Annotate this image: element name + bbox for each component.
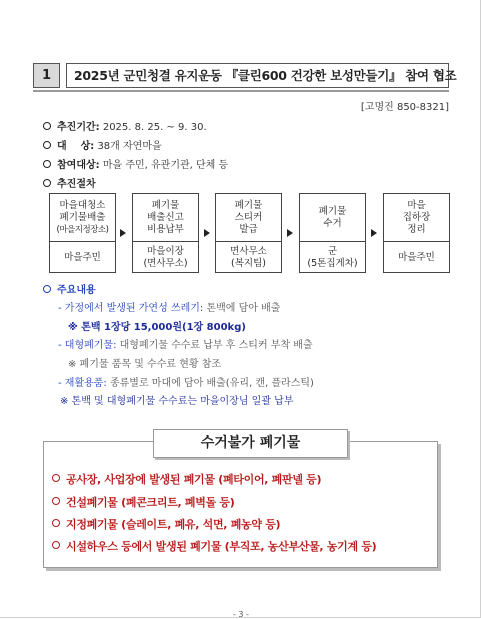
- info-period: [43, 118, 207, 133]
- main-note-fees: ※ 폐기물 품목 및 수수료 현황 참조: [68, 359, 222, 370]
- info-sep: :: [95, 160, 100, 171]
- main-item-bulky: [58, 336, 313, 351]
- info-label: 추진기간: [57, 122, 96, 133]
- flow-step-text: 마을대청소: [59, 199, 106, 211]
- section-title: 2025년 군민청결 유지운동 『클린600 건강한 보성만들기』 참여 협조: [66, 63, 449, 88]
- flow-step-actor: (5톤집게차): [307, 257, 358, 269]
- flow-step-text: 집하장: [402, 211, 431, 223]
- flow-step-text: 발급: [239, 223, 258, 235]
- flow-step-text: 수거: [323, 217, 342, 229]
- flow-step-text: 비용납부: [147, 223, 184, 235]
- flow-step-text: 폐기물: [234, 199, 263, 211]
- flow-step-actor: (복지팀): [231, 257, 266, 269]
- circle-bullet-icon: [52, 474, 60, 482]
- flow-step-text: 스티커: [234, 211, 263, 223]
- flow-step-text: 배출신고: [147, 211, 184, 223]
- non-collectable-text: 건설폐기물 (폐콘크리트, 폐벽돌 등): [66, 496, 235, 509]
- flow-arrow-icon: [204, 229, 210, 237]
- flow-step-actor: (면사무소): [143, 257, 188, 269]
- non-collectable-text: 공사장, 사업장에 발생된 폐기물 (폐타이어, 폐판넬 등): [66, 473, 322, 486]
- item-rest: 톤백에 담아 배출: [203, 303, 281, 314]
- non-collectable-item: [52, 538, 376, 554]
- flow-step-5: [383, 193, 450, 273]
- item-rest: 대형폐기물 수수료 납부 후 스티커 부착 배출: [116, 340, 313, 351]
- main-note-tonbag: ※ 톤백 1장당 15,000원(1장 800kg): [68, 322, 246, 333]
- info-participants: [43, 156, 228, 171]
- circle-bullet-icon: [43, 122, 51, 130]
- section-number: 1: [33, 63, 60, 88]
- flow-step-actor: 면사무소: [230, 245, 267, 257]
- flow-step-text: 마을: [407, 199, 426, 211]
- main-heading: [43, 281, 96, 296]
- flow-step-text: (마을지정장소): [56, 224, 109, 235]
- non-collectable-item: [52, 494, 235, 510]
- circle-bullet-icon: [43, 285, 51, 293]
- flow-step-text: 폐기물: [151, 199, 180, 211]
- info-sep: :: [95, 122, 100, 133]
- circle-bullet-icon: [43, 141, 51, 149]
- non-collectable-title: 수거불가 폐기물: [153, 429, 348, 458]
- flow-arrow-icon: [120, 229, 126, 237]
- flow-step-actor: 군: [327, 245, 338, 257]
- header-divider: [33, 90, 449, 92]
- circle-bullet-icon: [52, 497, 60, 505]
- info-target: [43, 137, 162, 152]
- flow-step-3: [215, 193, 282, 273]
- item-rest: 종류별로 마대에 담아 배출(유리, 캔, 플라스틱): [106, 378, 314, 389]
- info-procedure: [43, 175, 96, 190]
- non-collectable-item: [52, 471, 321, 487]
- info-sep: :: [90, 141, 95, 152]
- main-item-recycle: [58, 374, 314, 389]
- flow-step-2: [132, 193, 199, 273]
- flow-arrow-icon: [371, 229, 377, 237]
- flow-arrow-icon: [287, 229, 293, 237]
- info-value: 2025. 8. 25. ~ 9. 30.: [102, 122, 207, 133]
- contact-info: [고명진 850-8321]: [360, 102, 449, 113]
- flow-step-4: [299, 193, 366, 273]
- flow-step-actor: 마을이장: [147, 245, 184, 257]
- flow-step-actor: 마을주민: [64, 251, 101, 263]
- flow-step-1: [49, 193, 116, 273]
- info-label: 참여대상: [57, 160, 96, 171]
- circle-bullet-icon: [43, 160, 51, 168]
- main-note-payment: ※ 톤백 및 대형폐기물 수수료는 마을이장님 일괄 납부: [60, 396, 294, 407]
- info-label: 추진절차: [57, 179, 96, 190]
- flow-step-text: 정리: [407, 223, 426, 235]
- item-lead: - 대형폐기물:: [58, 340, 117, 351]
- circle-bullet-icon: [52, 519, 60, 527]
- flow-step-text: 폐기물배출: [59, 211, 106, 223]
- item-lead: - 재활용품:: [58, 378, 107, 389]
- flow-step-text: 폐기물: [318, 205, 347, 217]
- non-collectable-text: 지정폐기물 (슬레이트, 폐유, 석면, 폐농약 등): [66, 518, 281, 531]
- item-lead: - 가정에서 발생된 가연성 쓰레기:: [58, 303, 204, 314]
- non-collectable-text: 시설하우스 등에서 발생된 폐기물 (부직포, 농산부산물, 농기계 등): [66, 540, 377, 553]
- flow-step-actor: 마을주민: [398, 251, 435, 263]
- main-item-household: [58, 299, 280, 314]
- circle-bullet-icon: [43, 179, 51, 187]
- info-label: 대 상: [57, 141, 91, 152]
- page-number: - 3 -: [233, 610, 249, 619]
- circle-bullet-icon: [52, 541, 60, 549]
- non-collectable-item: [52, 516, 280, 532]
- info-value: 마을 주민, 유관기관, 단체 등: [102, 160, 229, 171]
- main-heading-text: 주요내용: [57, 285, 96, 296]
- info-value: 38개 자연마을: [97, 141, 162, 152]
